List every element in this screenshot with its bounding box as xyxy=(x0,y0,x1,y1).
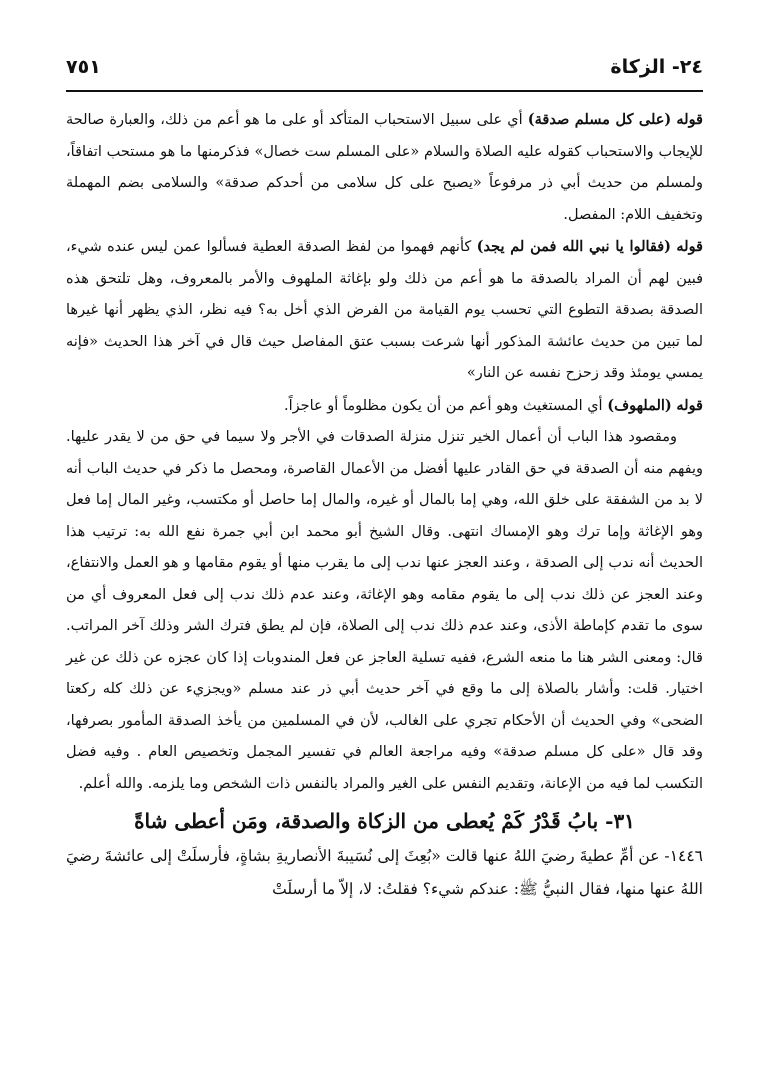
paragraph-text: أي على سبيل الاستحباب المتأكد أو على ما هو أعم من ذلك، والعبارة صالحة للإيجاب والاستحباب كقوله عليه الصلاة والسلام «على المسلم ست خصال» فذكرمنها ما هو مستحب اتفاقاً، ولمسلم من حديث أبي ذر مرفوعاً «يصبح على كل سلامى من أحدكم صدقة» والسلامى بضم المهملة وتخفيف اللام: المفصل. xyxy=(66,112,704,223)
commentary-paragraph xyxy=(66,390,703,423)
lemma-word: قوله xyxy=(676,238,703,255)
commentary-paragraph xyxy=(66,231,703,390)
paragraph-text: أي المستغيث وهو أعم من أن يكون مظلوماً أو عاجزاً. xyxy=(284,397,603,414)
lemma-quote: (الملهوف) xyxy=(607,396,672,414)
lemma-word: قوله xyxy=(676,396,703,414)
chapter-heading: ٣١- بابُ قَدْرُ كَمْ يُعطى من الزكاة والصدقة، ومَن أعطى شاةً xyxy=(134,809,635,833)
paragraph-text: ومقصود هذا الباب أن أعمال الخير تنزل منزلة الصدقات في الأجر ولا سيما في حق من لا يقدر عليها. ويفهم منه أن الصدقة في حق القادر عليها أفضل من الأعمال القاصرة، ومحصل ما ذكر في حديث الباب أنه لا بد من الشفقة على خلق الله، وهي إما بالمال أو غيره، والمال إما حاصل أو مكتسب، وغير المال إما فعل وهو الإغاثة وإما ترك وهو الإمساك انتهى. وقال الشيخ أبو محمد ابن أبي جمرة نفع الله به: ترتيب هذا الحديث أنه ندب إلى الصدقة ، وعند العجز عنها ندب إلى ما يقرب منها أو يقوم مقامها و هو العمل والانتفاع، وعند العجز عن ذلك ندب إلى ما يقوم مقامه وهو الإغاثة، وعند عدم ذلك ندب إلى فعل المعروف أي من سوى ما تقدم كإماطة الأذى، وعند عدم ذلك ندب إلى الصلاة، فإن لم يطق فترك الشر وذلك آخر المراتب. قال: ومعنى الشر هنا ما منعه الشرع، ففيه تسلية العاجز عن فعل المندوبات إذا كان عجزه عن ذلك عن غير اختيار. قلت: وأشار بالصلاة إلى ما وقع في آخر حديث أبي ذر عند مسلم «ويجزيء عن ذلك كله ركعتا الضحى» وفي الحديث أن الأحكام تجري على الغالب، لأن في المسلمين من يأخذ الصدقة المأمور بصرفها، وقد قال «على كل مسلم صدقة» وفيه مراجعة العالم في تفسير المجمل وتخصيص العام . وفيه فضل التكسب لما فيه من الإعانة، وتقديم النفس على الغير والمراد بالنفس ذات الشخص وما يلزمه. والله أعلم. xyxy=(66,429,703,792)
paragraph-text: كأنهم فهموا من لفظ الصدقة العطية فسألوا عمن ليس عنده شيء، فبين لهم أن المراد بالصدقة ما هو أعم من ذلك ولو بإغاثة الملهوف والأمر بالمعروف، وهل تلتحق هذه الصدقة بصدقة التطوع التي تحسب يوم القيامة من الفرض الذي أخل به؟ فيه نظر، الذي يظهر أنها غيرها لما تبين من حديث عائشة المذكور أنها شرعت بسبب عتق المفاصل حيث قال في آخر هذا الحديث «فإنه يمسي يومئذ وقد زحزح نفسه عن النار» xyxy=(66,239,703,381)
page-header xyxy=(66,50,703,92)
running-chapter-title: ٢٤- الزكاة xyxy=(610,56,703,78)
lemma-quote: (فقالوا يا نبي الله فمن لم يجد) xyxy=(476,238,672,255)
page-number: ٧٥١ xyxy=(66,56,101,78)
lemma-quote: (على كل مسلم صدقة) xyxy=(527,111,672,128)
commentary-paragraph xyxy=(66,422,703,800)
commentary-paragraph xyxy=(66,104,703,231)
lemma-word: قوله xyxy=(676,111,703,128)
book-page xyxy=(66,50,703,1066)
commentary-body xyxy=(66,104,703,800)
hadith-text: ١٤٤٦- عن أمِّ عطيةَ رضيَ اللهُ عنها قالت «بُعِثَ إلى نُسَيبةَ الأنصاريةِ بشاةٍ، فأرسلَتْ إلى عائشةَ رضيَ اللهُ عنها منها، فقال النبيُّ ﷺ: عندكم شيء؟ فقلتُ: لا، إلاّ ما أرسلَتْ xyxy=(66,847,703,898)
